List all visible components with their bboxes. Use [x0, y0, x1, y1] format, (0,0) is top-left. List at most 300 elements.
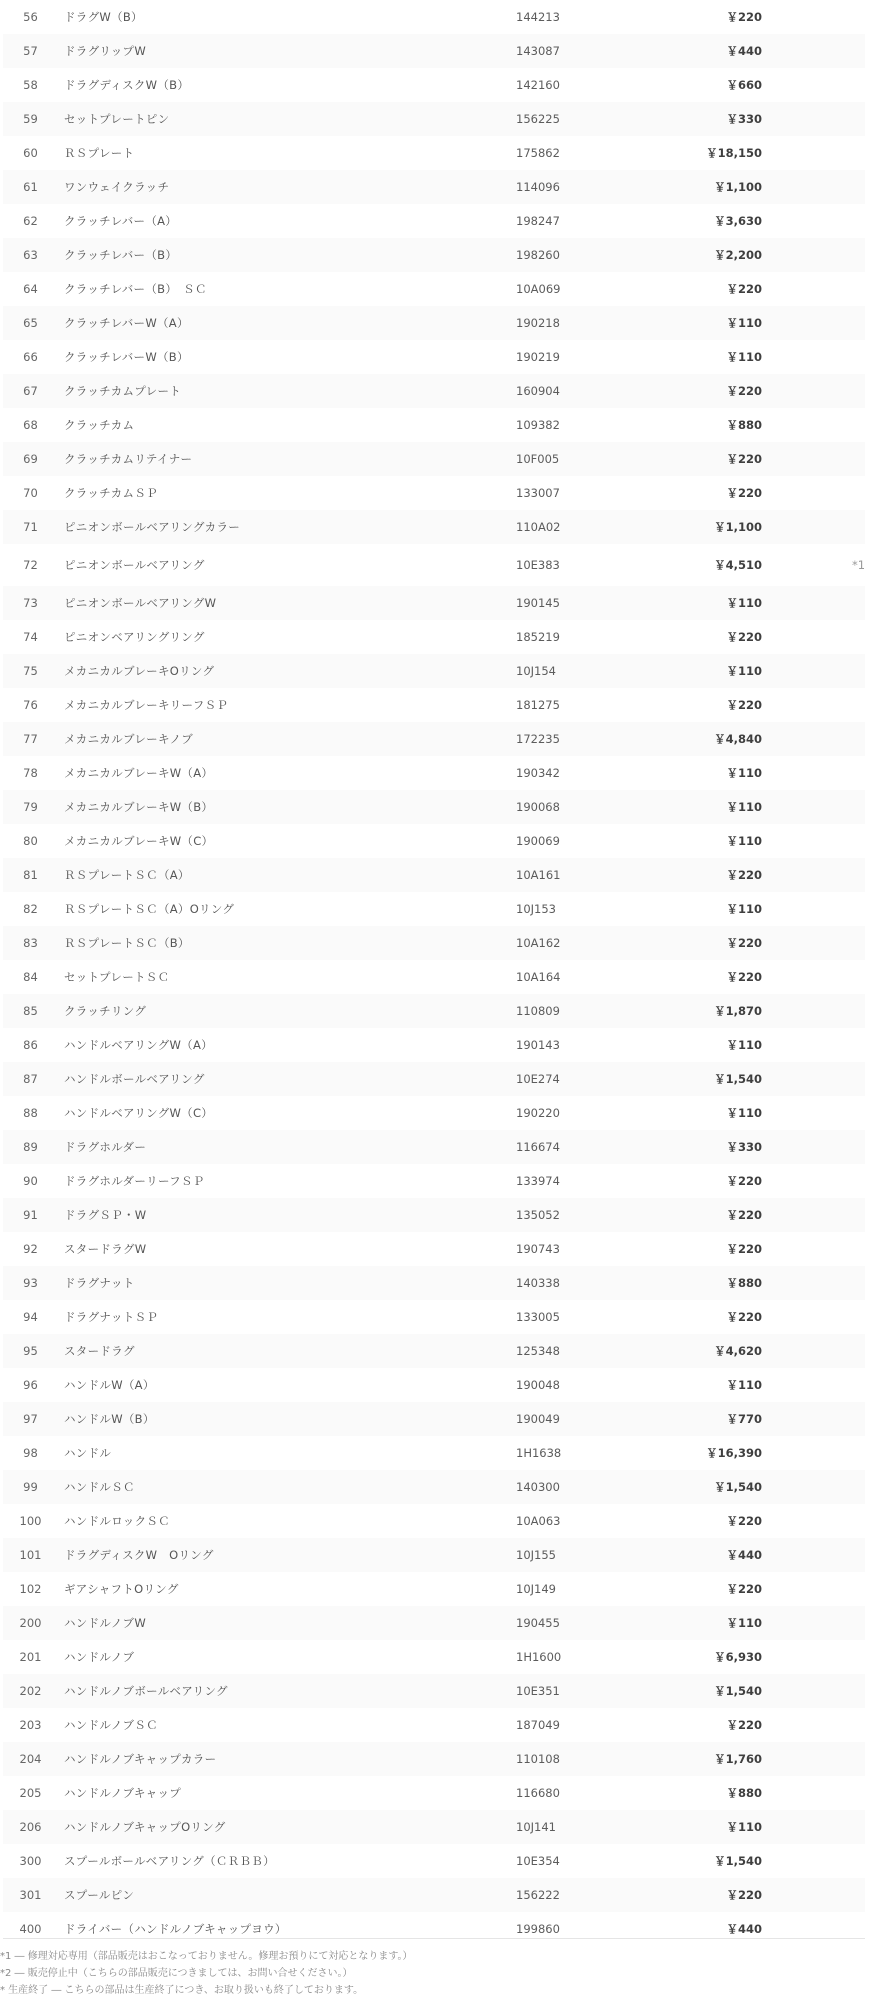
part-code: 143087 [515, 34, 652, 68]
part-note [762, 1912, 865, 1946]
part-note [762, 586, 865, 620]
part-price: ￥18,150 [706, 146, 762, 160]
part-number: 78 [23, 766, 38, 780]
part-number: 67 [3, 374, 58, 408]
part-price: ￥220 [726, 1174, 762, 1188]
table-row [3, 0, 865, 34]
table-row [3, 340, 865, 374]
part-name: クラッチカムＳＰ [64, 486, 158, 500]
part-code: 116680 [516, 1786, 560, 1800]
table-row [3, 994, 865, 1028]
part-code: 175862 [516, 146, 560, 160]
part-code: 1H1600 [516, 1650, 562, 1664]
part-code: 10J149 [516, 1582, 556, 1596]
footnotes [0, 1948, 869, 1999]
part-code: 125348 [515, 1334, 652, 1368]
table-row [3, 1062, 865, 1096]
part-note [762, 722, 865, 756]
part-code: 190218 [515, 306, 652, 340]
part-price: ￥1,540 [652, 1062, 762, 1096]
part-name: クラッチレバー（B） [58, 238, 515, 272]
part-note [762, 204, 865, 238]
part-price: ￥1,540 [652, 1674, 762, 1708]
table-row [3, 544, 865, 586]
part-number: 79 [3, 790, 58, 824]
table-row [3, 102, 865, 136]
part-code: 160904 [515, 374, 652, 408]
part-number: 206 [3, 1810, 58, 1844]
part-number: 98 [23, 1446, 38, 1460]
part-number: 97 [3, 1402, 58, 1436]
table-row [3, 1164, 865, 1198]
part-code: 185219 [516, 630, 560, 644]
part-price: ￥220 [726, 970, 762, 984]
part-name: セットプレートピン [58, 102, 515, 136]
part-price: ￥1,100 [652, 510, 762, 544]
part-code: 140338 [515, 1266, 652, 1300]
part-price: ￥220 [726, 1242, 762, 1256]
table-row [3, 1708, 865, 1742]
table-row [3, 722, 865, 756]
part-code: 109382 [516, 418, 560, 432]
table-row [3, 1300, 865, 1334]
part-price: ￥1,540 [652, 1470, 762, 1504]
part-number: 91 [3, 1198, 58, 1232]
part-note [762, 1164, 865, 1198]
table-row [3, 1742, 865, 1776]
part-name: ハンドルベアリングW（A） [64, 1038, 213, 1052]
part-name: スプールピン [58, 1878, 515, 1912]
part-code: 190048 [516, 1378, 560, 1392]
table-row [3, 1878, 865, 1912]
part-code: 110A02 [515, 510, 652, 544]
part-note [762, 136, 865, 170]
part-note [762, 790, 865, 824]
part-note [762, 654, 865, 688]
part-note [762, 1640, 865, 1674]
part-name: ドラグディスクW Oリング [58, 1538, 515, 1572]
table-row [3, 1470, 865, 1504]
table-row [3, 1810, 865, 1844]
part-note [762, 1776, 865, 1810]
part-number: 84 [23, 970, 38, 984]
part-name: メカニカルブレーキW（A） [64, 766, 214, 780]
part-number: 90 [23, 1174, 38, 1188]
table-row [3, 858, 865, 892]
part-name: クラッチレバーW（A） [58, 306, 515, 340]
part-number: 94 [23, 1310, 38, 1324]
part-name: ＲＳプレートＳＣ（B） [58, 926, 515, 960]
part-code: 10A161 [515, 858, 652, 892]
part-price: ￥220 [726, 630, 762, 644]
part-note [762, 1504, 865, 1538]
part-number: 200 [3, 1606, 58, 1640]
part-note [762, 1300, 865, 1334]
table-row [3, 34, 865, 68]
part-code: 190068 [515, 790, 652, 824]
part-name: ハンドルノブキャップカラー [58, 1742, 515, 1776]
part-price: ￥220 [652, 442, 762, 476]
part-code: 156225 [515, 102, 652, 136]
part-name: ドラグホルダーリーフＳＰ [64, 1174, 205, 1188]
part-number: 65 [3, 306, 58, 340]
part-name: ハンドルW（A） [64, 1378, 155, 1392]
part-number: 63 [3, 238, 58, 272]
part-number: 72 [23, 558, 38, 572]
part-price: ￥330 [652, 102, 762, 136]
part-number: 204 [3, 1742, 58, 1776]
part-name: ハンドルＳＣ [58, 1470, 515, 1504]
part-code: 10J153 [516, 902, 556, 916]
table-row [3, 136, 865, 170]
table-row [3, 1368, 865, 1402]
part-note [762, 68, 865, 102]
part-number: 66 [23, 350, 38, 364]
part-price: ￥770 [652, 1402, 762, 1436]
table-row [3, 170, 865, 204]
table-row [3, 1912, 865, 1946]
part-number: 60 [23, 146, 38, 160]
part-code: 114096 [515, 170, 652, 204]
part-note [762, 408, 865, 442]
part-note [762, 238, 865, 272]
part-price: ￥2,200 [652, 238, 762, 272]
part-number: 400 [19, 1922, 42, 1936]
divider [3, 1938, 865, 1939]
table-row [3, 68, 865, 102]
part-note [762, 1198, 865, 1232]
part-note [762, 1368, 865, 1402]
part-number: 76 [23, 698, 38, 712]
part-code: 142160 [516, 78, 560, 92]
table-row [3, 1096, 865, 1130]
part-note [762, 892, 865, 926]
parts-table [3, 0, 865, 1946]
table-row [3, 756, 865, 790]
table-row [3, 1538, 865, 1572]
part-note [762, 374, 865, 408]
part-name: ハンドルW（B） [58, 1402, 515, 1436]
part-price: ￥660 [726, 78, 762, 92]
part-number: 87 [3, 1062, 58, 1096]
part-name: ハンドルロックＳＣ [64, 1514, 170, 1528]
part-price: ￥220 [652, 374, 762, 408]
part-price: ￥220 [726, 282, 762, 296]
part-number: 203 [19, 1718, 42, 1732]
part-price: ￥1,870 [652, 994, 762, 1028]
footnote-sales-suspended: *2 ― 販売停止中（こちらの部品販売につきましては、お問い合せください。） [0, 1968, 353, 1979]
part-name: ワンウェイクラッチ [58, 170, 515, 204]
part-code: 198260 [515, 238, 652, 272]
part-note [762, 1232, 865, 1266]
table-row [3, 1198, 865, 1232]
part-name: ハンドルノブ [64, 1650, 135, 1664]
part-code: 156222 [515, 1878, 652, 1912]
part-note [762, 1402, 865, 1436]
table-row [3, 586, 865, 620]
part-note [762, 1674, 865, 1708]
part-note [762, 102, 865, 136]
part-name: メカニカルブレーキリーフＳＰ [64, 698, 229, 712]
part-number: 301 [3, 1878, 58, 1912]
part-code: 10E351 [515, 1674, 652, 1708]
part-number: 95 [3, 1334, 58, 1368]
part-name: ＲＳプレートＳＣ（A）Oリング [64, 902, 235, 916]
part-price: ￥440 [652, 1538, 762, 1572]
part-number: 81 [3, 858, 58, 892]
part-price: ￥110 [726, 1038, 762, 1052]
footnote-discontinued: * 生産終了 ― こちらの部品は生産終了につき、お取り扱いも終了しております。 [0, 1985, 364, 1996]
part-note [762, 824, 865, 858]
part-note [762, 994, 865, 1028]
table-row [3, 1232, 865, 1266]
part-price: ￥110 [726, 834, 762, 848]
part-price: ￥110 [726, 1106, 762, 1120]
part-number: 61 [3, 170, 58, 204]
part-code: 190049 [515, 1402, 652, 1436]
part-name: ドラグディスクW（B） [64, 78, 190, 92]
part-name: セットプレートＳＣ [64, 970, 170, 984]
part-note [762, 34, 865, 68]
part-number: 101 [3, 1538, 58, 1572]
part-number: 77 [3, 722, 58, 756]
part-name: ハンドルノブボールベアリング [58, 1674, 515, 1708]
part-name: ドラグナットＳＰ [64, 1310, 159, 1324]
table-row [3, 824, 865, 858]
part-number: 71 [3, 510, 58, 544]
part-price: ￥220 [726, 486, 762, 500]
part-number: 89 [3, 1130, 58, 1164]
table-row [3, 238, 865, 272]
part-price: ￥220 [726, 1582, 762, 1596]
part-name: ＲＳプレート [64, 146, 135, 160]
part-number: 59 [3, 102, 58, 136]
part-name: ドラグリップW [58, 34, 515, 68]
part-price: ￥3,630 [714, 214, 762, 228]
part-note [762, 960, 865, 994]
part-name: メカニカルブレーキW（C） [64, 834, 214, 848]
part-note [762, 1028, 865, 1062]
table-row [3, 1266, 865, 1300]
part-name: クラッチカムリテイナー [58, 442, 515, 476]
part-name: ＲＳプレートＳＣ（A） [58, 858, 515, 892]
part-note [762, 1572, 865, 1606]
part-price: ￥110 [652, 790, 762, 824]
part-code: 10A162 [515, 926, 652, 960]
part-price: ￥1,540 [714, 1854, 762, 1868]
part-note [762, 170, 865, 204]
part-price: ￥880 [726, 418, 762, 432]
part-note [762, 1334, 865, 1368]
part-name: ピニオンベアリングリング [64, 630, 205, 644]
part-note [762, 306, 865, 340]
part-name: ハンドルベアリングW（C） [64, 1106, 214, 1120]
part-price: ￥110 [726, 1378, 762, 1392]
part-price: ￥1,100 [652, 170, 762, 204]
table-row [3, 960, 865, 994]
part-price: ￥110 [652, 306, 762, 340]
part-code: 110809 [515, 994, 652, 1028]
part-number: 68 [23, 418, 38, 432]
part-name: ドラグＳＰ・W [58, 1198, 515, 1232]
part-number: 86 [23, 1038, 38, 1052]
table-row [3, 442, 865, 476]
table-row [3, 374, 865, 408]
table-row [3, 1776, 865, 1810]
part-note: *1 [852, 558, 865, 572]
part-number: 205 [19, 1786, 42, 1800]
part-code: 1H1638 [516, 1446, 562, 1460]
part-code: 144213 [516, 10, 560, 24]
part-name: メカニカルブレーキノブ [58, 722, 515, 756]
part-price: ￥4,620 [652, 1334, 762, 1368]
part-code: 10A063 [516, 1514, 561, 1528]
part-code: 172235 [515, 722, 652, 756]
part-code: 181275 [516, 698, 560, 712]
part-code: 190342 [516, 766, 560, 780]
part-price: ￥330 [652, 1130, 762, 1164]
part-note [762, 1470, 865, 1504]
table-row [3, 476, 865, 510]
part-number: 100 [19, 1514, 42, 1528]
part-note [762, 858, 865, 892]
part-price: ￥220 [652, 858, 762, 892]
part-note [762, 688, 865, 722]
table-row [3, 510, 865, 544]
part-note [762, 272, 865, 306]
part-name: ドラグホルダー [58, 1130, 515, 1164]
part-code: 10A164 [516, 970, 561, 984]
part-name: ハンドル [64, 1446, 112, 1460]
part-name: ピニオンボールベアリング [64, 558, 205, 572]
part-number: 80 [23, 834, 38, 848]
part-price: ￥880 [652, 1266, 762, 1300]
part-price: ￥16,390 [706, 1446, 762, 1460]
part-number: 88 [23, 1106, 38, 1120]
part-note [762, 756, 865, 790]
part-number: 70 [23, 486, 38, 500]
table-row [3, 926, 865, 960]
part-number: 300 [19, 1854, 42, 1868]
table-row [3, 1130, 865, 1164]
part-price: ￥220 [726, 10, 762, 24]
part-note [762, 1742, 865, 1776]
part-number: 102 [19, 1582, 42, 1596]
part-note [762, 476, 865, 510]
table-row [3, 1640, 865, 1674]
part-price: ￥110 [652, 1606, 762, 1640]
table-row [3, 688, 865, 722]
part-note [762, 1606, 865, 1640]
table-row [3, 1402, 865, 1436]
part-number: 93 [3, 1266, 58, 1300]
part-number: 82 [23, 902, 38, 916]
part-note [762, 1266, 865, 1300]
part-price: ￥440 [652, 34, 762, 68]
part-code: 10F005 [515, 442, 652, 476]
part-name: メカニカルブレーキOリング [58, 654, 515, 688]
part-note [762, 1708, 865, 1742]
part-code: 10A069 [516, 282, 561, 296]
part-note [762, 1878, 865, 1912]
table-row [3, 1606, 865, 1640]
part-price: ￥4,510 [714, 558, 762, 572]
part-price: ￥220 [726, 1310, 762, 1324]
part-name: クラッチカム [64, 418, 135, 432]
part-name: ドラグナット [58, 1266, 515, 1300]
part-note [762, 620, 865, 654]
part-price: ￥440 [726, 1922, 762, 1936]
part-code: 190455 [515, 1606, 652, 1640]
part-name: クラッチレバー（A） [64, 214, 178, 228]
part-number: 92 [23, 1242, 38, 1256]
table-row [3, 1572, 865, 1606]
part-price: ￥220 [726, 698, 762, 712]
part-code: 133974 [516, 1174, 560, 1188]
part-price: ￥1,760 [652, 1742, 762, 1776]
table-row [3, 1844, 865, 1878]
part-number: 69 [3, 442, 58, 476]
part-code: 198247 [516, 214, 560, 228]
part-note [762, 1062, 865, 1096]
part-name: クラッチリング [58, 994, 515, 1028]
part-note [762, 1538, 865, 1572]
part-number: 73 [3, 586, 58, 620]
part-name: ドライバー（ハンドルノブキャップヨウ） [64, 1922, 287, 1936]
part-number: 62 [23, 214, 38, 228]
part-price: ￥880 [726, 1786, 762, 1800]
part-note [762, 1130, 865, 1164]
part-number: 99 [3, 1470, 58, 1504]
part-code: 190143 [516, 1038, 560, 1052]
part-number: 64 [23, 282, 38, 296]
part-number: 57 [3, 34, 58, 68]
part-code: 190743 [516, 1242, 560, 1256]
part-number: 202 [3, 1674, 58, 1708]
table-row [3, 1334, 865, 1368]
part-note [762, 1436, 865, 1470]
part-code: 199860 [516, 1922, 560, 1936]
table-row [3, 1504, 865, 1538]
part-price: ￥110 [652, 654, 762, 688]
part-price: ￥110 [652, 586, 762, 620]
part-note [762, 0, 865, 34]
part-note [762, 1096, 865, 1130]
part-price: ￥110 [726, 350, 762, 364]
table-row [3, 790, 865, 824]
part-code: 187049 [516, 1718, 560, 1732]
table-row [3, 306, 865, 340]
part-note [762, 926, 865, 960]
part-name: メカニカルブレーキW（B） [58, 790, 515, 824]
table-row [3, 1436, 865, 1470]
table-row [3, 272, 865, 306]
part-price: ￥220 [726, 1718, 762, 1732]
part-price: ￥110 [726, 902, 762, 916]
table-row [3, 892, 865, 926]
table-row [3, 1674, 865, 1708]
part-price: ￥110 [652, 1810, 762, 1844]
part-name: ハンドルノブキャップ [64, 1786, 182, 1800]
part-name: ピニオンボールベアリングW [58, 586, 515, 620]
part-price: ￥6,930 [714, 1650, 762, 1664]
part-code: 133007 [516, 486, 560, 500]
part-name: クラッチカムプレート [58, 374, 515, 408]
part-note [762, 340, 865, 374]
part-name: スタードラグ [58, 1334, 515, 1368]
part-code: 10E383 [516, 558, 560, 572]
part-price: ￥4,840 [652, 722, 762, 756]
